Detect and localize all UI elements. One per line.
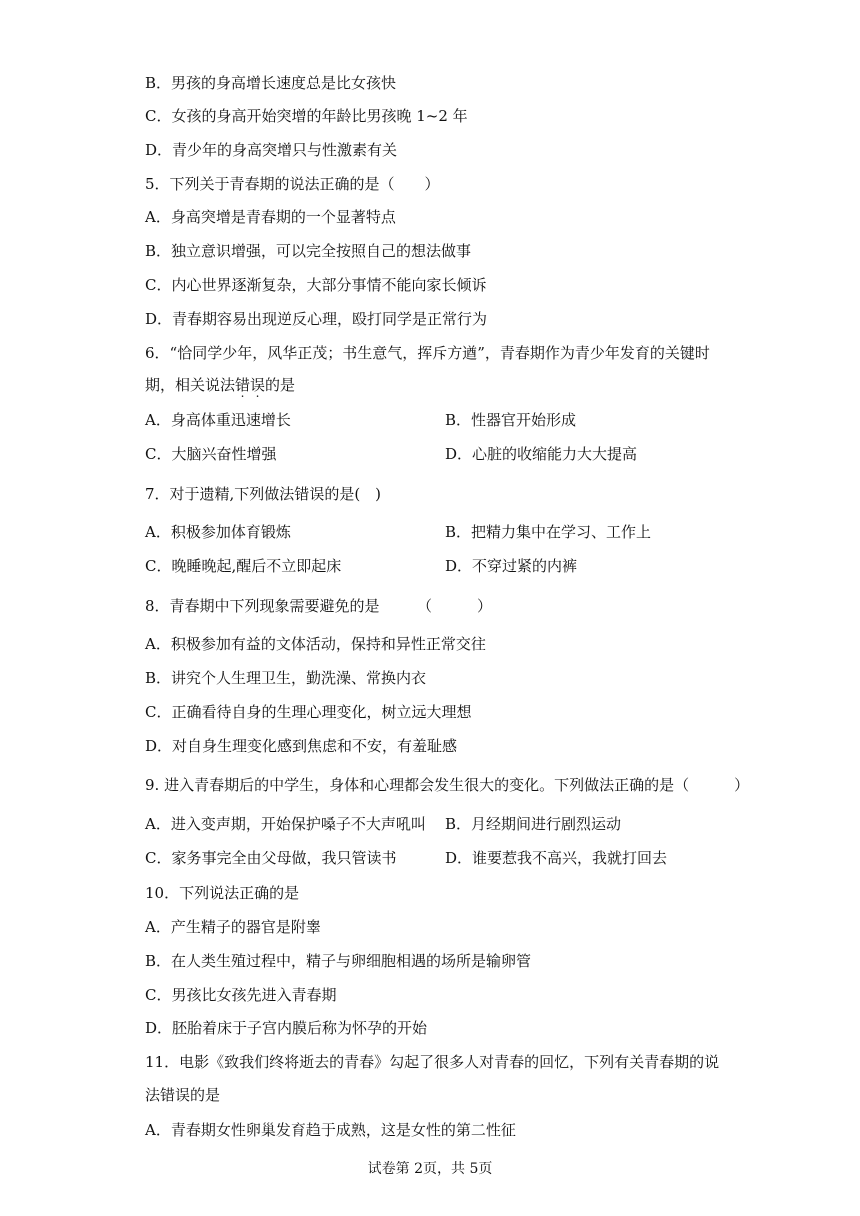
q11-stem-line2: 法错误的是 (145, 1086, 221, 1104)
q6-stem-line1: 6．“恰同学少年，风华正茂；书生意气，挥斥方遒”，青春期作为青少年发育的关键时 (145, 344, 710, 362)
q7-option-b: B．把精力集中在学习、工作上 (445, 523, 652, 541)
q7-option-a: A．积极参加体育锻炼 (145, 523, 291, 541)
q10-stem: 10．下列说法正确的是 (145, 884, 300, 902)
emphasis-char: 错 (235, 376, 251, 394)
q11-stem-line1: 11．电影《致我们终将逝去的青春》勾起了很多人对青春的回忆，下列有关青春期的说 (145, 1053, 720, 1071)
q8-option-d: D．对自身生理变化感到焦虑和不安，有羞耻感 (145, 737, 458, 755)
q10-option-b: B．在人类生殖过程中，精子与卵细胞相遇的场所是输卵管 (145, 952, 532, 970)
q6-option-d: D．心脏的收缩能力大大提高 (445, 445, 638, 463)
q4-option-d: D．青少年的身高突增只与性激素有关 (145, 141, 398, 159)
page-footer: 试卷第 2页，共 5页 (367, 1161, 493, 1177)
q6-emphasis-word (235, 376, 265, 394)
q6-emphasis-text (235, 376, 265, 394)
q5-option-d: D．青春期容易出现逆反心理，殴打同学是正常行为 (145, 310, 488, 328)
q6-option-a: A．身高体重迅速增长 (145, 411, 291, 429)
q4-option-c: C．女孩的身高开始突增的年龄比男孩晚 1~2 年 (145, 107, 468, 125)
q9-stem: 9. 进入青春期后的中学生，身体和心理都会发生很大的变化。下列做法正确的是（ ） (145, 776, 750, 794)
q4-option-b: B．男孩的身高增长速度总是比女孩快 (145, 74, 397, 92)
q9-option-c: C．家务事完全由父母做，我只管读书 (145, 849, 397, 867)
q7-option-d: D．不穿过紧的内裤 (445, 557, 578, 575)
q9-option-b: B．月经期间进行剧烈运动 (445, 815, 622, 833)
q6-option-b: B．性器官开始形成 (445, 411, 577, 429)
q9-option-a: A．进入变声期，开始保护嗓子不大声吼叫 (145, 815, 426, 833)
q6-stem-line2 (145, 375, 295, 395)
q9-option-d: D．谁要惹我不高兴，我就打回去 (445, 849, 668, 867)
q7-option-c: C．晚睡晚起,醒后不立即起床 (145, 557, 342, 575)
q6-stem-prefix: 期，相关说法 (145, 376, 236, 394)
q10-option-c: C．男孩比女孩先进入青春期 (145, 986, 337, 1004)
q7-stem: 7．对于遗精,下列做法错误的是( ) (145, 485, 382, 503)
q6-stem-suffix: 的是 (265, 376, 296, 394)
q8-option-c: C．正确看待自身的生理心理变化，树立远大理想 (145, 703, 472, 721)
q5-option-a: A．身高突增是青春期的一个显著特点 (145, 208, 396, 226)
q10-option-a: A．产生精子的器官是附睾 (145, 918, 321, 936)
q11-option-a: A．青春期女性卵巢发育趋于成熟，这是女性的第二性征 (145, 1121, 516, 1139)
emphasis-char: 误 (250, 376, 266, 394)
q5-stem: 5．下列关于青春期的说法正确的是（ ） (145, 175, 440, 193)
q5-option-b: B．独立意识增强，可以完全按照自己的想法做事 (145, 242, 472, 260)
q8-option-a: A．积极参加有益的文体活动，保持和异性正常交往 (145, 635, 486, 653)
q5-option-c: C．内心世界逐渐复杂，大部分事情不能向家长倾诉 (145, 276, 487, 294)
q10-option-d: D．胚胎着床于子宫内膜后称为怀孕的开始 (145, 1019, 428, 1037)
q8-stem: 8．青春期中下列现象需要避免的是 （ ） (145, 597, 493, 615)
q6-option-c: C．大脑兴奋性增强 (145, 445, 277, 463)
q8-option-b: B．讲究个人生理卫生，勤洗澡、常换内衣 (145, 669, 427, 687)
